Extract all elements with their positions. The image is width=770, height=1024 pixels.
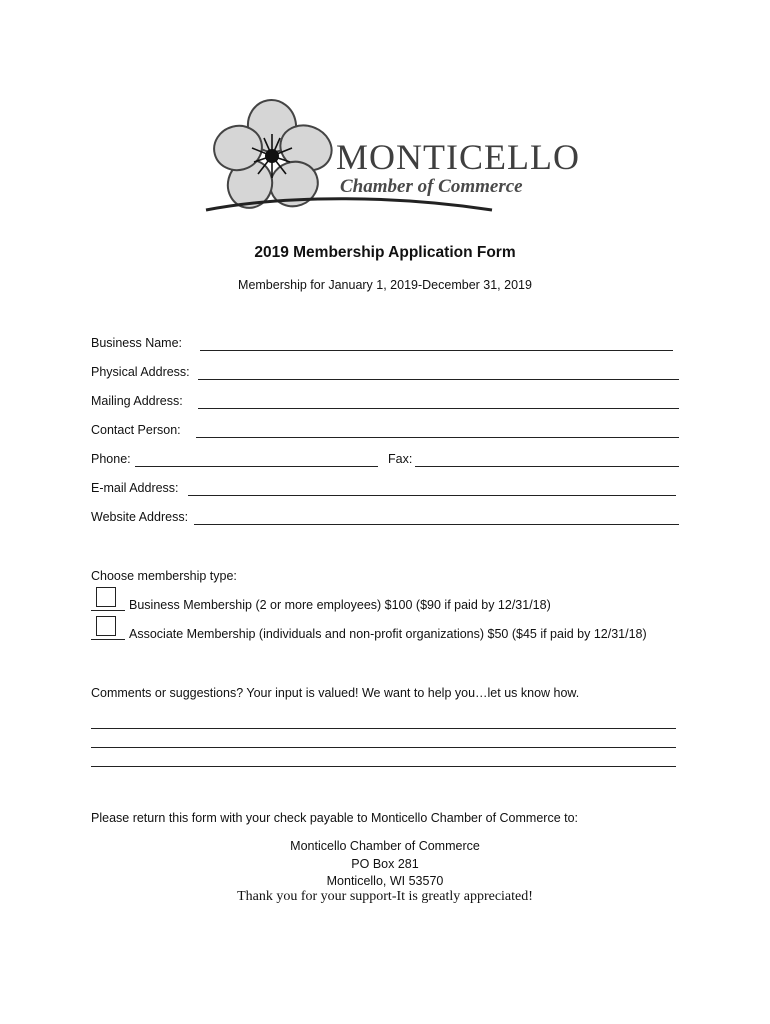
thank-you-note: Thank you for your support-It is greatly appreciated!: [237, 889, 533, 904]
chamber-logo: [200, 96, 580, 226]
form-title: 2019 Membership Application Form: [254, 244, 516, 261]
contact-person-field[interactable]: [196, 437, 679, 438]
business-name-label: Business Name:: [91, 336, 183, 350]
address-line-2: PO Box 281: [351, 857, 419, 871]
comments-prompt: Comments or suggestions? Your input is valued! We want to help you…let us know how.: [91, 686, 580, 700]
business-name-field[interactable]: [200, 350, 673, 351]
email-label: E-mail Address:: [91, 481, 179, 495]
address-line-3: Monticello, WI 53570: [326, 874, 444, 888]
contact-person-label: Contact Person:: [91, 423, 181, 437]
phone-label: Phone:: [91, 452, 131, 466]
return-instructions: Please return this form with your check payable to Monticello Chamber of Commerce to:: [91, 811, 579, 825]
address-line-1: Monticello Chamber of Commerce: [290, 839, 480, 853]
business-membership-label: Business Membership (2 or more employees) $100 ($90 if paid by 12/31/18): [129, 598, 551, 612]
comments-line-3[interactable]: [91, 766, 676, 767]
membership-type-prompt: Choose membership type:: [91, 569, 237, 583]
logo-subtitle: Chamber of Commerce: [340, 176, 523, 197]
business-membership-checkbox[interactable]: [96, 587, 116, 607]
physical-address-label: Physical Address:: [91, 365, 190, 379]
logo-name: MONTICELLO: [336, 137, 580, 177]
checkbox-underline: [91, 610, 125, 611]
associate-membership-label: Associate Membership (individuals and non-profit organizations) $50 ($45 if paid by 12/31/18): [129, 627, 647, 641]
mailing-address-field[interactable]: [198, 408, 679, 409]
website-label: Website Address:: [91, 510, 189, 524]
comments-line-1[interactable]: [91, 728, 676, 729]
fax-label: Fax:: [388, 452, 413, 466]
mailing-address-label: Mailing Address:: [91, 394, 183, 408]
phone-field[interactable]: [135, 466, 378, 467]
comments-line-2[interactable]: [91, 747, 676, 748]
form-subtitle: Membership for January 1, 2019-December 31, 2019: [238, 278, 532, 292]
email-field[interactable]: [188, 495, 676, 496]
associate-membership-checkbox[interactable]: [96, 616, 116, 636]
fax-field[interactable]: [415, 466, 679, 467]
physical-address-field[interactable]: [198, 379, 679, 380]
checkbox-underline: [91, 639, 125, 640]
website-field[interactable]: [194, 524, 679, 525]
